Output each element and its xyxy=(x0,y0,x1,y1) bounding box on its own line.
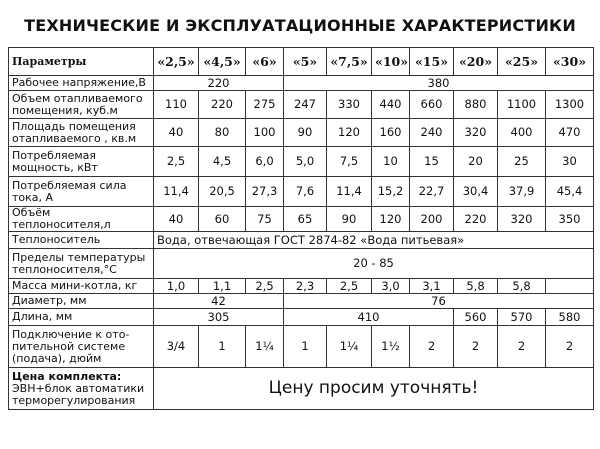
model-header: «6» xyxy=(246,48,284,76)
length-410-cell: 410 xyxy=(284,309,454,326)
table-cell: 1½ xyxy=(372,326,410,368)
row-label: Теплоноситель xyxy=(9,232,154,249)
table-cell: 2,5 xyxy=(246,279,284,294)
table-cell: 2 xyxy=(546,326,594,368)
table-cell: 100 xyxy=(246,119,284,147)
table-cell: 15 xyxy=(410,147,454,177)
row-label: Площадь помещения отапливаемого , кв.м xyxy=(9,119,154,147)
table-cell: 30,4 xyxy=(454,177,498,207)
row-label: Длина, мм xyxy=(9,309,154,326)
table-cell: 65 xyxy=(284,207,327,232)
table-cell: 30 xyxy=(546,147,594,177)
table-cell: 660 xyxy=(410,91,454,119)
table-cell: 22,7 xyxy=(410,177,454,207)
table-cell: 2,5 xyxy=(154,147,199,177)
row-label: Объём теплоносителя,л xyxy=(9,207,154,232)
table-cell: 120 xyxy=(327,119,372,147)
table-row xyxy=(9,119,594,147)
table-cell: 1¼ xyxy=(246,326,284,368)
model-header: «5» xyxy=(284,48,327,76)
table-cell xyxy=(546,279,594,294)
table-cell: 320 xyxy=(454,119,498,147)
row-label: Рабочее напряжение,В xyxy=(9,76,154,91)
table-cell: 3,1 xyxy=(410,279,454,294)
model-header: «2,5» xyxy=(154,48,199,76)
table-cell: 2 xyxy=(410,326,454,368)
table-row xyxy=(9,232,594,249)
row-label: Потребляемая сила тока, А xyxy=(9,177,154,207)
table-row xyxy=(9,76,594,91)
model-header: «7,5» xyxy=(327,48,372,76)
table-row xyxy=(9,368,594,410)
page-title: ТЕХНИЧЕСКИЕ И ЭКСПЛУАТАЦИОННЫЕ ХАРАКТЕРИСТИКИ xyxy=(24,16,576,35)
length-560-cell: 560 xyxy=(454,309,498,326)
table-row xyxy=(9,147,594,177)
table-cell: 2,3 xyxy=(284,279,327,294)
table-cell: 2,5 xyxy=(327,279,372,294)
table-cell: 160 xyxy=(372,119,410,147)
voltage-380-cell: 380 xyxy=(284,76,594,91)
row-label: Диаметр, мм xyxy=(9,294,154,309)
table-row xyxy=(9,177,594,207)
table-cell: 200 xyxy=(410,207,454,232)
table-cell: 247 xyxy=(284,91,327,119)
table-cell: 27,3 xyxy=(246,177,284,207)
table-cell: 1,1 xyxy=(199,279,246,294)
table-row xyxy=(9,309,594,326)
row-label: Потребляемая мощность, кВт xyxy=(9,147,154,177)
model-header: «20» xyxy=(454,48,498,76)
table-cell: 330 xyxy=(327,91,372,119)
table-cell: 2 xyxy=(454,326,498,368)
table-cell: 37,9 xyxy=(498,177,546,207)
table-cell: 40 xyxy=(154,207,199,232)
model-header: «15» xyxy=(410,48,454,76)
table-cell: 220 xyxy=(199,91,246,119)
table-cell: 5,8 xyxy=(498,279,546,294)
table-cell: 350 xyxy=(546,207,594,232)
table-cell: 11,4 xyxy=(327,177,372,207)
table-cell: 7,5 xyxy=(327,147,372,177)
table-row xyxy=(9,207,594,232)
table-cell: 220 xyxy=(454,207,498,232)
table-row xyxy=(9,249,594,279)
table-cell: 240 xyxy=(410,119,454,147)
table-cell: 400 xyxy=(498,119,546,147)
price-value: Цену просим уточнять! xyxy=(154,368,594,410)
table-cell: 80 xyxy=(199,119,246,147)
table-cell: 3,0 xyxy=(372,279,410,294)
table-cell: 15,2 xyxy=(372,177,410,207)
table-cell: 7,6 xyxy=(284,177,327,207)
model-header: «4,5» xyxy=(199,48,246,76)
table-cell: 20 xyxy=(454,147,498,177)
table-cell: 45,4 xyxy=(546,177,594,207)
table-cell: 25 xyxy=(498,147,546,177)
table-cell: 275 xyxy=(246,91,284,119)
table-cell: 3/4 xyxy=(154,326,199,368)
length-570-cell: 570 xyxy=(498,309,546,326)
model-header: «10» xyxy=(372,48,410,76)
row-label: Масса мини-котла, кг xyxy=(9,279,154,294)
table-cell: 880 xyxy=(454,91,498,119)
price-label-cell xyxy=(9,368,154,410)
table-cell: 40 xyxy=(154,119,199,147)
length-580-cell: 580 xyxy=(546,309,594,326)
specifications-table xyxy=(8,47,594,410)
price-label-bold: Цена комплекта: xyxy=(12,369,122,383)
table-cell: 1 xyxy=(284,326,327,368)
table-cell: 11,4 xyxy=(154,177,199,207)
table-row xyxy=(9,91,594,119)
table-cell: 1100 xyxy=(498,91,546,119)
price-label-rest: ЭВН+блок автоматики терморегулирования xyxy=(12,381,145,407)
temperature-value: 20 - 85 xyxy=(154,249,594,279)
diameter-76-cell: 76 xyxy=(284,294,594,309)
row-label: Подключение к ото-пительной системе (подача), дюйм xyxy=(9,326,154,368)
table-cell: 5,0 xyxy=(284,147,327,177)
row-label: Пределы температуры теплоносителя,°С xyxy=(9,249,154,279)
table-cell: 440 xyxy=(372,91,410,119)
table-cell: 4,5 xyxy=(199,147,246,177)
table-cell: 110 xyxy=(154,91,199,119)
table-row xyxy=(9,279,594,294)
table-row xyxy=(9,326,594,368)
table-cell: 6,0 xyxy=(246,147,284,177)
table-cell: 5,8 xyxy=(454,279,498,294)
model-header: «25» xyxy=(498,48,546,76)
coolant-value: Вода, отвечающая ГОСТ 2874-82 «Вода питьевая» xyxy=(154,232,594,249)
table-cell: 75 xyxy=(246,207,284,232)
table-cell: 1,0 xyxy=(154,279,199,294)
table-cell: 10 xyxy=(372,147,410,177)
length-305-cell: 305 xyxy=(154,309,284,326)
table-cell: 320 xyxy=(498,207,546,232)
table-cell: 60 xyxy=(199,207,246,232)
param-header: Параметры xyxy=(9,48,154,76)
row-label: Объем отапливаемого помещения, куб.м xyxy=(9,91,154,119)
table-cell: 470 xyxy=(546,119,594,147)
table-row xyxy=(9,294,594,309)
table-cell: 2 xyxy=(498,326,546,368)
diameter-42-cell: 42 xyxy=(154,294,284,309)
table-cell: 20,5 xyxy=(199,177,246,207)
model-header: «30» xyxy=(546,48,594,76)
voltage-220-cell: 220 xyxy=(154,76,284,91)
table-cell: 1 xyxy=(199,326,246,368)
table-cell: 1300 xyxy=(546,91,594,119)
table-cell: 90 xyxy=(284,119,327,147)
table-cell: 120 xyxy=(372,207,410,232)
table-cell: 1¼ xyxy=(327,326,372,368)
table-header-row xyxy=(9,48,594,76)
table-cell: 90 xyxy=(327,207,372,232)
